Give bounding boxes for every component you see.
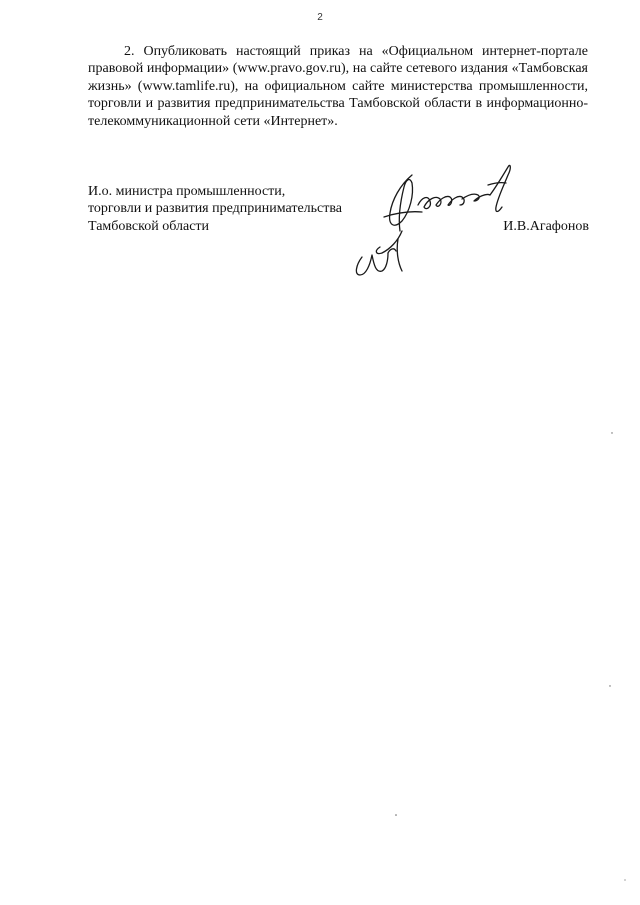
position-line-3: Тамбовской области [88, 218, 210, 234]
position-line-1: И.о. министра промышленности, [88, 184, 286, 199]
paragraph-publication-order: 2. Опубликовать настоящий приказ на «Официальном интернет-портале правовой информации» (www.pravo.gov.ru), на сайте сетевого издания «Тамбовская жизнь» (www.tamlife.ru), на официальном сайте министерства промышленности, торговли и развития предпринимательства Тамбовской области в информационно-телекоммуникационной сети «Интернет». [88, 44, 588, 129]
position-line-2: торговли и развития предпринимательства [88, 201, 343, 217]
handwritten-signature [340, 155, 525, 285]
page-number: 2 [317, 12, 323, 23]
signer-name: И.В.Агафонов [503, 219, 589, 234]
